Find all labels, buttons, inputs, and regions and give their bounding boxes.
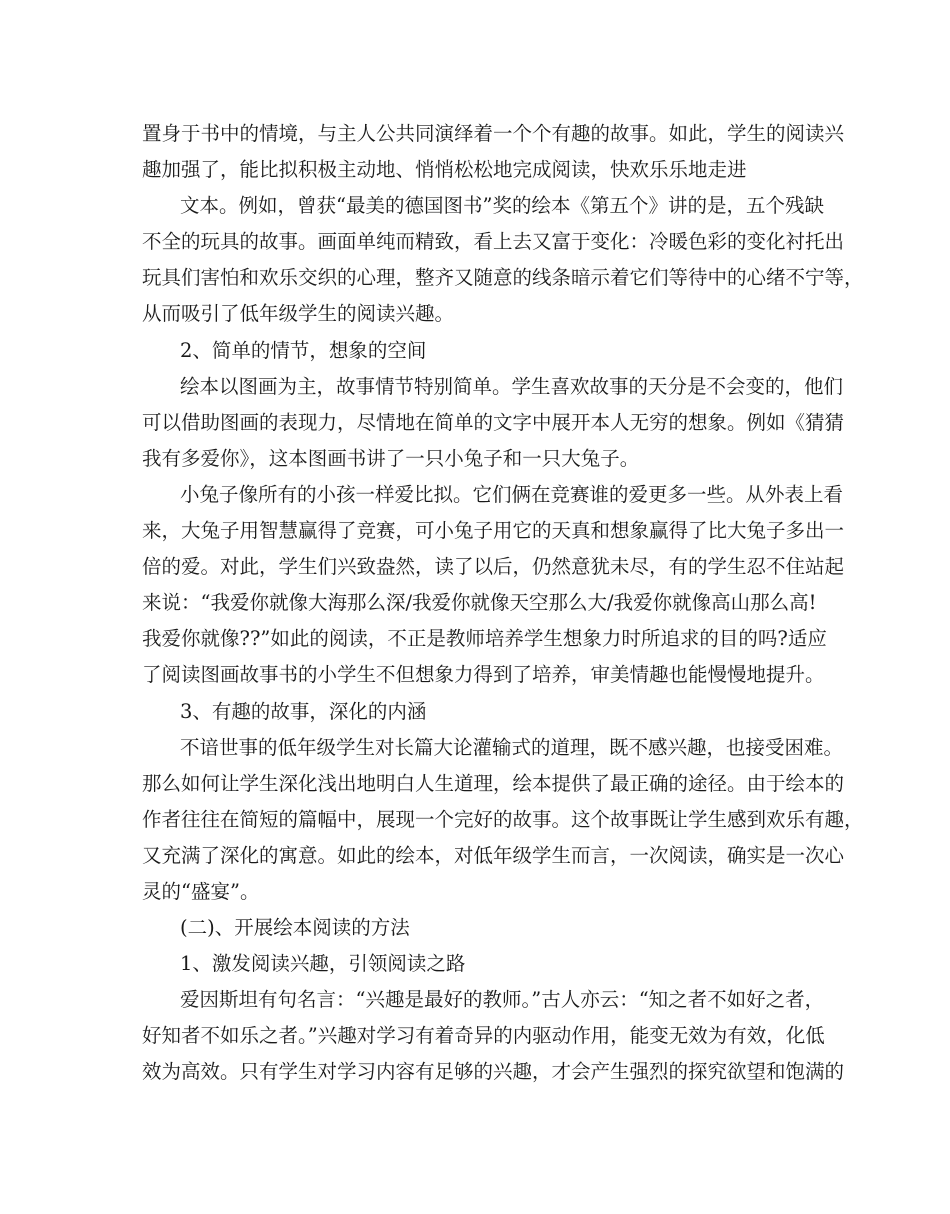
text-line: 我爱你就像??”如此的阅读，不正是教师培养学生想象力时所追求的目的吗?适应 — [142, 627, 827, 651]
text-line: 灵的“盛宴”。 — [142, 879, 260, 903]
text-line: 可以借助图画的表现力，尽情地在简单的文字中展开本人无穷的想象。例如《猜猜 — [142, 410, 845, 434]
text-line: 置身于书中的情境，与主人公共同演绎着一个个有趣的故事。如此，学生的阅读兴 — [142, 122, 845, 145]
text-line: 作者往往在简短的篇幅中，展现一个完好的故事。这个故事既让学生感到欢乐有趣， — [142, 807, 864, 831]
text-line: 2、简单的情节，想象的空间 — [180, 338, 427, 362]
text-line: 倍的爱。对此，学生们兴致盎然，读了以后，仍然意犹未尽，有的学生忍不住站起 — [142, 555, 845, 579]
text-line: 了阅读图画故事书的小学生不但想象力得到了培养，审美情趣也能慢慢地提升。 — [142, 663, 825, 687]
text-line: 爱因斯坦有句名言：“兴趣是最好的教师。”古人亦云：“知之者不如好之者， — [180, 988, 825, 1012]
text-line: 绘本以图画为主，故事情节特别简单。学生喜欢故事的天分是不会变的，他们 — [180, 374, 844, 398]
text-line: 来，大兔子用智慧赢得了竞赛，可小兔子用它的天真和想象赢得了比大兔子多出一 — [142, 519, 845, 543]
text-line: 效为高效。只有学生对学习内容有足够的兴趣，才会产生强烈的探究欲望和饱满的 — [142, 1060, 845, 1084]
text-line: 好知者不如乐之者。”兴趣对学习有着奇异的内驱动作用，能变无效为有效，化低 — [142, 1024, 825, 1048]
text-line: 趣加强了，能比拟积极主动地、悄悄松松地完成阅读，快欢乐乐地走进 — [142, 158, 747, 182]
text-line: 来说：“我爱你就像大海那么深/我爱你就像天空那么大/我爱你就像高山那么高! — [142, 591, 817, 615]
document-body — [142, 116, 864, 1091]
text-line: 我有多爱你》，这本图画书讲了一只小兔子和一只大兔子。 — [142, 446, 640, 470]
text-line: 从而吸引了低年级学生的阅读兴趣。 — [142, 302, 455, 326]
text-line: 不全的玩具的故事。画面单纯而精致，看上去又富于变化：冷暖色彩的变化衬托出 — [142, 230, 845, 254]
text-line: 玩具们害怕和欢乐交织的心理，整齐又随意的线条暗示着它们等待中的心绪不宁等， — [142, 266, 864, 290]
text-line: 不谙世事的低年级学生对长篇大论灌输式的道理，既不感兴趣，也接受困难。 — [180, 735, 844, 759]
text-line: 1、激发阅读兴趣，引领阅读之路 — [180, 952, 466, 976]
text-line: 3、有趣的故事，深化的内涵 — [180, 699, 427, 723]
text-line: 又充满了深化的寓意。如此的绘本，对低年级学生而言，一次阅读，确实是一次心 — [142, 843, 845, 867]
text-line: (二)、开展绘本阅读的方法 — [180, 916, 410, 940]
text-line: 文本。例如，曾获“最美的德国图书”奖的绘本《第五个》讲的是，五个残缺 — [180, 194, 824, 218]
text-line: 那么如何让学生深化浅出地明白人生道理，绘本提供了最正确的途径。由于绘本的 — [142, 771, 845, 795]
text-line: 小兔子像所有的小孩一样爱比拟。它们俩在竞赛谁的爱更多一些。从外表上看 — [180, 482, 844, 506]
